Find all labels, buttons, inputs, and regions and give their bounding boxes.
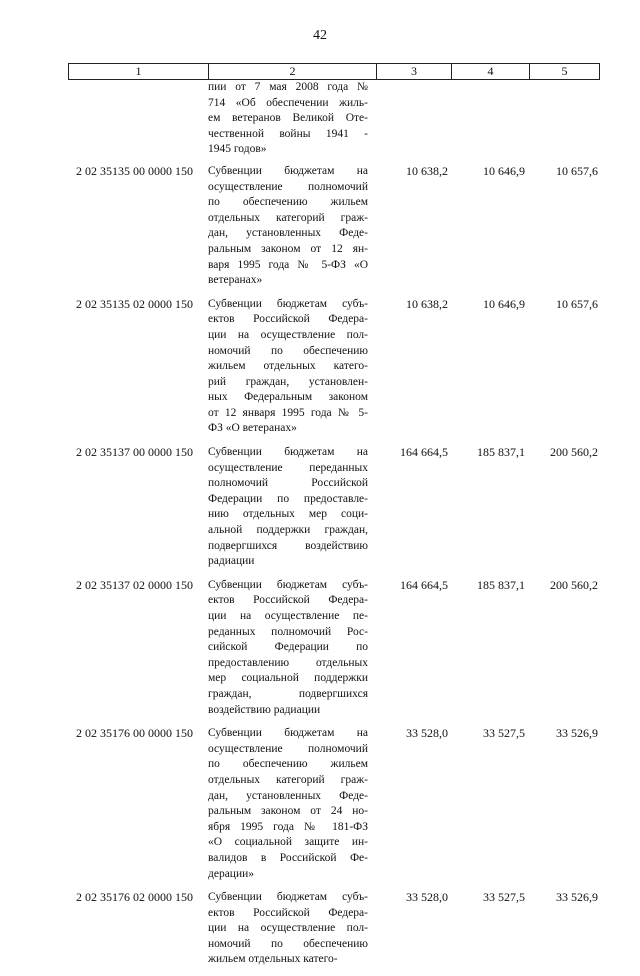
description-line: радиации (208, 555, 255, 568)
value-year-2: 33 527,5 (483, 890, 525, 905)
value-year-3: 33 526,9 (556, 726, 598, 741)
description-line: ектов Российской Федера- (208, 313, 368, 326)
description (208, 445, 368, 570)
description-line: Субвенции бюджетам на (208, 446, 368, 459)
header-col-4: 4 (452, 64, 530, 79)
description-line: Федерации по предоставле- (208, 492, 368, 505)
value-year-1: 10 638,2 (406, 296, 448, 311)
description-line: 1945 годов» (208, 143, 267, 156)
description-line: полномочий Российской (208, 477, 368, 490)
continuation-row (68, 80, 598, 158)
table-row (68, 578, 598, 718)
description-line: валидов в Российской Фе- (208, 851, 368, 864)
table-row (68, 164, 598, 289)
header-col-5: 5 (561, 64, 568, 78)
description (208, 726, 368, 882)
description-line: Субвенции бюджетам субъ- (208, 578, 368, 591)
value-year-3: 10 657,6 (556, 163, 598, 178)
table-row (68, 726, 598, 882)
description-line: нию отдельных мер соци- (208, 508, 368, 521)
budget-code: 2 02 35135 02 0000 150 (76, 296, 193, 311)
description-line: отдельных категорий граж- (208, 773, 368, 786)
description-line: 714 «Об обеспечении жиль- (208, 96, 368, 109)
description (208, 164, 368, 289)
description-line: пии от 7 мая 2008 года № (208, 81, 368, 93)
description-line: реданных полномочий Рос- (208, 625, 368, 638)
description-line: Субвенции бюджетам на (208, 727, 368, 740)
value-year-2: 185 837,1 (477, 577, 525, 592)
table-header (68, 63, 600, 80)
description-line: рий граждан, установлен- (208, 375, 368, 388)
description-line: ем ветеранов Великой Оте- (208, 112, 368, 125)
description-line: ции на осуществление пе- (208, 610, 368, 622)
value-year-1: 164 664,5 (400, 445, 448, 460)
budget-code: 2 02 35135 00 0000 150 (76, 163, 193, 178)
header-col-1: 1 (69, 64, 209, 79)
continuation-text (208, 80, 368, 158)
description-line: ции на осуществление пол- (208, 922, 368, 935)
description-line: сийской Федерации по (208, 641, 368, 654)
description (208, 297, 368, 437)
value-year-2: 33 527,5 (483, 726, 525, 741)
description-line: ции на осуществление пол- (208, 328, 368, 341)
value-year-1: 33 528,0 (406, 890, 448, 905)
description-line: по обеспечению жильем (208, 196, 368, 209)
description-line: номочий по обеспечению (208, 344, 368, 357)
value-year-1: 10 638,2 (406, 163, 448, 178)
description-line: номочий по обеспечению (208, 937, 368, 950)
description (208, 578, 368, 718)
description-line: осуществление полномочий (208, 180, 368, 193)
budget-code: 2 02 35137 00 0000 150 (76, 445, 193, 460)
page-number: 42 (313, 28, 327, 43)
description-line: дан, установленных Феде- (208, 789, 368, 802)
value-year-3: 33 526,9 (556, 890, 598, 905)
description-line: дан, установленных Феде- (208, 227, 368, 240)
value-year-3: 200 560,2 (550, 445, 598, 460)
budget-code: 2 02 35176 00 0000 150 (76, 726, 193, 741)
budget-code: 2 02 35137 02 0000 150 (76, 577, 193, 592)
value-year-2: 10 646,9 (483, 163, 525, 178)
description-line: ных Федеральным законом (208, 391, 368, 404)
description-line: ральным законом от 24 но- (208, 805, 368, 818)
description-line: жильем отдельных катего- (208, 953, 338, 966)
description-line: ФЗ «О ветеранах» (208, 422, 297, 435)
description-line: «О социальной защите ин- (208, 836, 368, 849)
description-line: предоставлению отдельных (208, 656, 368, 669)
value-year-1: 164 664,5 (400, 577, 448, 592)
description-line: чественной войны 1941 - (208, 127, 368, 140)
description-line: ектов Российской Федера- (208, 594, 368, 607)
description-line: варя 1995 года № 5-ФЗ «О (208, 258, 368, 271)
table-body (68, 80, 598, 976)
description-line: Субвенции бюджетам субъ- (208, 891, 368, 904)
description-line: граждан, подвергшихся (208, 687, 368, 700)
value-year-2: 10 646,9 (483, 296, 525, 311)
description-line: подвергшихся воздействию (208, 539, 368, 552)
description-line: Субвенции бюджетам субъ- (208, 297, 368, 310)
description-line: по обеспечению жильем (208, 758, 368, 771)
description-line: альной поддержки граждан, (208, 524, 368, 537)
description (208, 890, 368, 968)
value-year-3: 10 657,6 (556, 296, 598, 311)
description-line: жильем отдельных катего- (208, 360, 368, 373)
table-row (68, 297, 598, 437)
description-line: ектов Российской Федера- (208, 906, 368, 919)
description-line: ября 1995 года № 181-ФЗ (208, 820, 368, 833)
table-row (68, 890, 598, 968)
description-line: мер социальной поддержки (208, 672, 368, 685)
header-col-2: 2 (209, 64, 377, 79)
description-line: воздействию радиации (208, 703, 321, 716)
description-line: дерации» (208, 867, 255, 880)
description-line: ветеранах» (208, 274, 263, 287)
description-line: осуществление переданных (208, 461, 368, 474)
table-row (68, 445, 598, 570)
header-col-3: 3 (377, 64, 452, 79)
value-year-2: 185 837,1 (477, 445, 525, 460)
description-line: Субвенции бюджетам на (208, 164, 368, 177)
description-line: отдельных категорий граж- (208, 211, 368, 224)
description-line: ральным законом от 12 ян- (208, 242, 368, 255)
budget-code: 2 02 35176 02 0000 150 (76, 890, 193, 905)
description-line: осуществление полномочий (208, 742, 368, 755)
description-line: от 12 января 1995 года № 5- (208, 406, 368, 419)
value-year-1: 33 528,0 (406, 726, 448, 741)
value-year-3: 200 560,2 (550, 577, 598, 592)
